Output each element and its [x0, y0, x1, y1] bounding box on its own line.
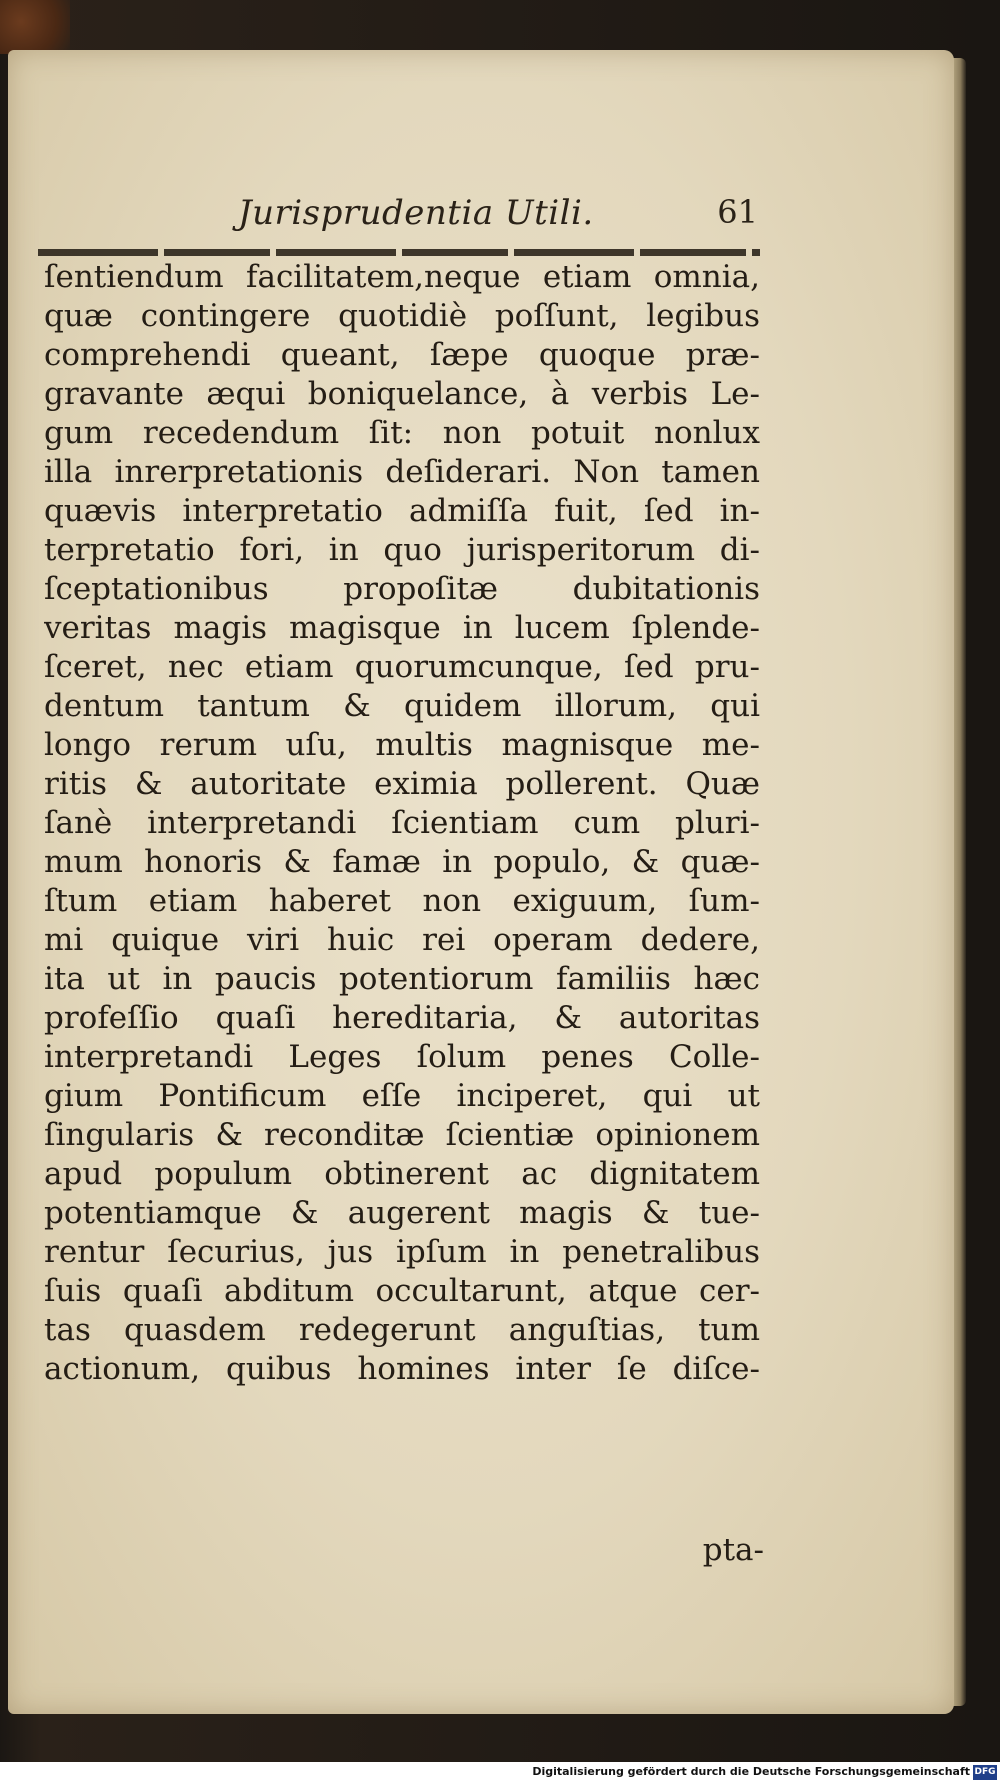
text-line: ſanè interpretandi ſcientiam cum pluri- — [44, 805, 760, 841]
text-line: mi quique viri huic rei operam dedere, — [44, 922, 760, 958]
text-line: gium Pontificum eſſe inciperet, qui ut — [44, 1078, 760, 1114]
text-line: quæ contingere quotidiè poſſunt, legibus — [44, 298, 760, 334]
text-line: actionum, quibus homines inter ſe diſce- — [44, 1351, 760, 1387]
header-rule — [38, 249, 760, 256]
text-line: potentiamque & augerent magis & tue- — [44, 1195, 760, 1231]
text-line: profeſſio quaſi hereditaria, & autoritas — [44, 1000, 760, 1036]
dfg-logo: DFG — [973, 1765, 997, 1780]
text-line: dentum tantum & quidem illorum, qui — [44, 688, 760, 724]
text-line: rentur ſecurius, jus ipſum in penetralibus — [44, 1234, 760, 1270]
running-head: Jurisprudentia Utili. — [238, 193, 594, 233]
text-line: ſentiendum facilitatem,neque etiam omnia, — [44, 259, 760, 295]
text-line: apud populum obtinerent ac dignitatem — [44, 1156, 760, 1192]
text-line: veritas magis magisque in lucem ſplende- — [44, 610, 760, 646]
text-line: terpretatio fori, in quo jurisperitorum di- — [44, 532, 760, 568]
text-line: comprehendi queant, ſæpe quoque præ- — [44, 337, 760, 373]
text-line: interpretandi Leges ſolum penes Colle- — [44, 1039, 760, 1075]
text-line: ſuis quaſi abditum occultarunt, atque cer- — [44, 1273, 760, 1309]
page-edge — [952, 58, 966, 1706]
text-line: quævis interpretatio admiſſa fuit, ſed in- — [44, 493, 760, 529]
text-line: illa inrerpretationis deſiderari. Non tamen — [44, 454, 760, 490]
book-page — [8, 50, 954, 1714]
corner-stain — [0, 0, 70, 54]
text-line: ſtum etiam haberet non exiguum, ſum- — [44, 883, 760, 919]
digitization-footer — [0, 1762, 1000, 1784]
page-number: 61 — [717, 193, 758, 231]
text-line: mum honoris & famæ in populo, & quæ- — [44, 844, 760, 880]
catchword: pta- — [702, 1532, 764, 1568]
footer-credit: Digitalisierung gefördert durch die Deutsche Forschungsgemeinschaft — [532, 1765, 970, 1778]
text-line: gum recedendum ſit: non potuit nonlux — [44, 415, 760, 451]
text-line: ita ut in paucis potentiorum familiis hæc — [44, 961, 760, 997]
text-line: longo rerum uſu, multis magnisque me- — [44, 727, 760, 763]
body-text — [44, 258, 764, 1389]
text-line: gravante æqui boniquelance, à verbis Le- — [44, 376, 760, 412]
text-line: ritis & autoritate eximia pollerent. Quæ — [44, 766, 760, 802]
text-line: ſingularis & reconditæ ſcientiæ opinionem — [44, 1117, 760, 1153]
text-line: ſceret, nec etiam quorumcunque, ſed pru- — [44, 649, 760, 685]
page-header — [238, 193, 758, 243]
text-line: tas quasdem redegerunt anguſtias, tum — [44, 1312, 760, 1348]
text-line: ſceptationibus propoſitæ dubitationis — [44, 571, 760, 607]
